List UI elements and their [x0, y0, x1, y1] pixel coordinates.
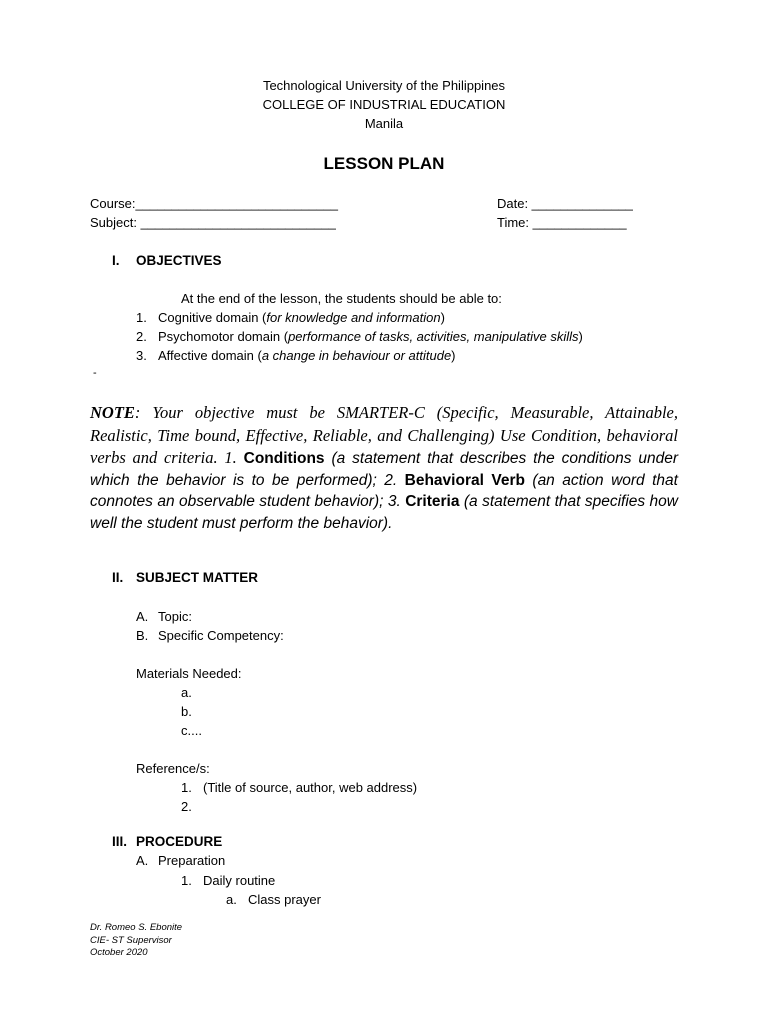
university-name: Technological University of the Philippines	[262, 78, 506, 93]
routine-num: 1.	[181, 873, 192, 888]
reference-text-1: (Title of source, author, web address)	[203, 780, 418, 795]
footer-name: Dr. Romeo S. Ebonite	[90, 922, 183, 933]
objective-item-1: Cognitive domain (for knowledge and information)	[158, 310, 445, 325]
materials-label: Materials Needed:	[136, 666, 242, 681]
subject-matter-numeral: II.	[112, 570, 124, 585]
references-label: Reference/s:	[136, 761, 210, 776]
footer	[90, 922, 182, 960]
time-field: Time: _____________	[497, 215, 627, 230]
objectives-numeral: I.	[112, 253, 120, 268]
college-name: COLLEGE OF INDUSTRIAL EDUCATION	[262, 97, 506, 112]
footer-role: CIE- ST Supervisor	[90, 934, 172, 946]
objective-item-3: Affective domain (a change in behaviour or attitude)	[158, 348, 456, 363]
city-name: Manila	[364, 116, 404, 131]
prayer-label: Class prayer	[248, 892, 321, 907]
objective-num-2: 2.	[136, 329, 147, 344]
dash-mark: -	[93, 367, 97, 379]
procedure-numeral: III.	[112, 834, 128, 849]
footer-date: October 2020	[90, 947, 148, 958]
note-paragraph: NOTE: Your objective must be SMARTER-C (Specific, Measurable, Attainable, Realistic, Time bound, Effective, Reliable, and Challenging) Use Condition, behavioral verbs and criteria. 1. Conditions (a statement that describes the conditions under which the behavior is to be performed); 2. Behavioral Verb (an action word that connotes an observable student behavior); 3. Criteria (a statement that specifies how well the student must perform the behavior).	[90, 403, 679, 532]
material-item: c....	[181, 723, 202, 738]
topic-num: A.	[136, 609, 149, 624]
objective-num-1: 1.	[136, 310, 147, 325]
date-field: Date: ______________	[497, 196, 633, 211]
routine-label: Daily routine	[203, 873, 276, 888]
preparation-label: Preparation	[158, 853, 226, 868]
subject-matter-heading: SUBJECT MATTER	[136, 570, 259, 585]
prayer-num: a.	[226, 892, 237, 907]
material-item: b.	[181, 704, 192, 719]
material-item: a.	[181, 685, 192, 700]
competency-num: B.	[136, 628, 149, 643]
topic-label: Topic:	[158, 609, 192, 624]
course-field: Course:____________________________	[90, 196, 338, 211]
procedure-heading: PROCEDURE	[136, 834, 223, 849]
objectives-heading: OBJECTIVES	[136, 253, 222, 268]
objectives-intro: At the end of the lesson, the students should be able to:	[181, 291, 502, 306]
reference-num-1: 1.	[181, 780, 192, 795]
preparation-num: A.	[136, 853, 149, 868]
objective-num-3: 3.	[136, 348, 147, 363]
subject-field: Subject: ___________________________	[90, 215, 336, 230]
objective-item-2: Psychomotor domain (performance of tasks, activities, manipulative skills)	[158, 329, 583, 344]
competency-label: Specific Competency:	[158, 628, 284, 643]
document-title: LESSON PLAN	[323, 154, 445, 173]
reference-num-2: 2.	[181, 799, 192, 814]
